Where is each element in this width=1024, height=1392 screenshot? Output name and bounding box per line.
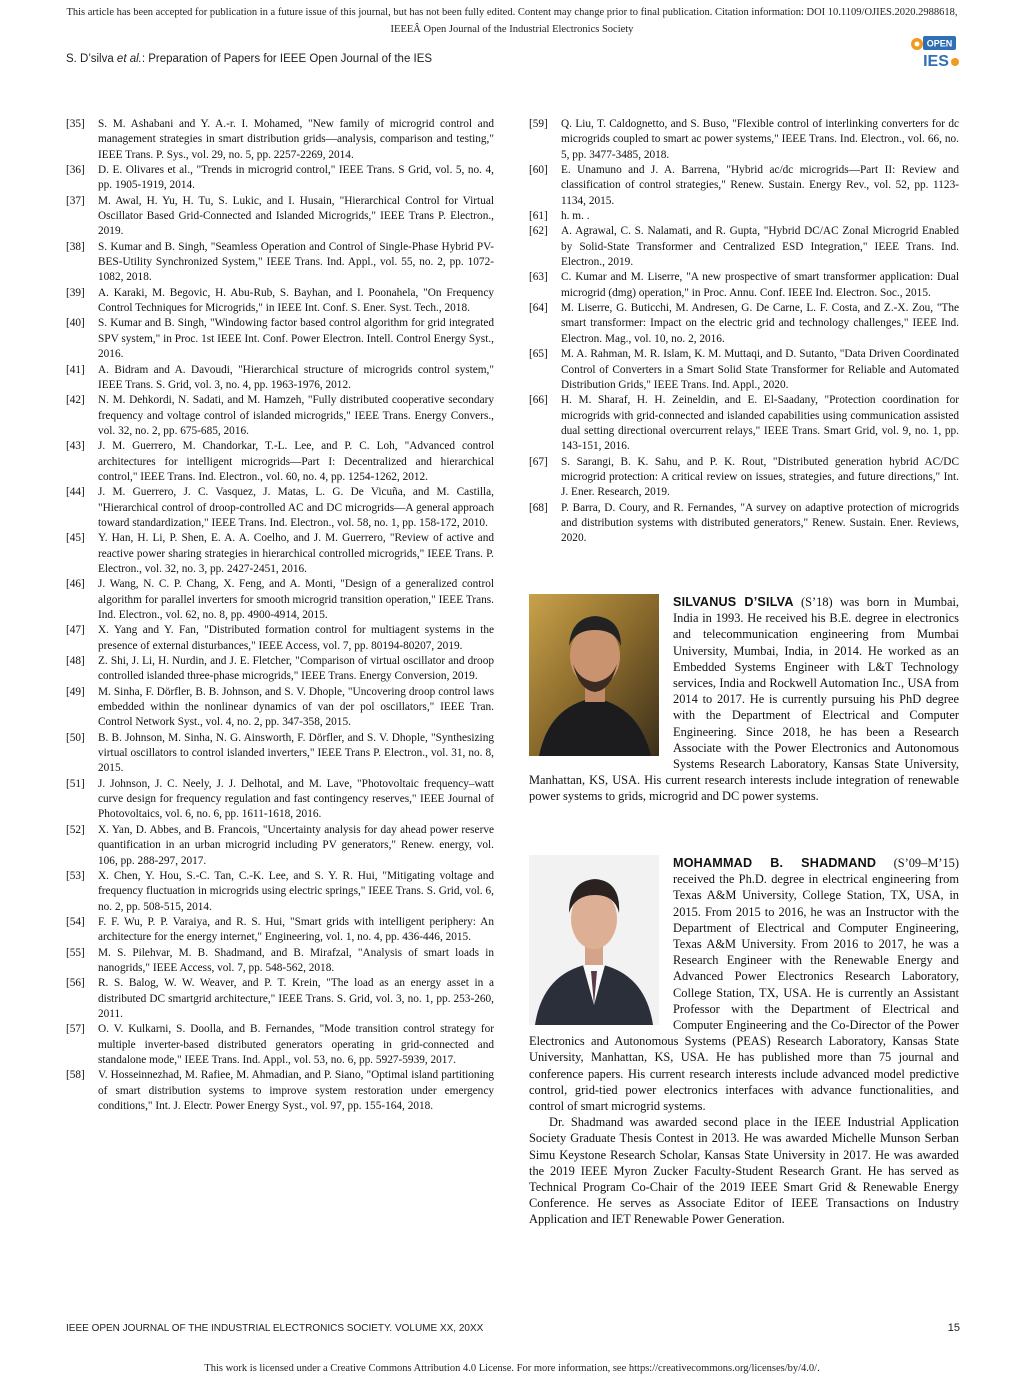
reference-number: [36] <box>66 164 85 177</box>
reference-number: [38] <box>66 240 85 253</box>
reference-text: Q. Liu, T. Caldognetto, and S. Buso, "Flexible control of interlinking converters for dc microgrids coupled to smart ac power systems," IEEE Trans. Ind. Electron., vol. 66, no. 5, pp. 3477-3485, 2018. <box>561 118 959 161</box>
reference-text: M. Liserre, G. Buticchi, M. Andresen, G. De Carne, L. F. Costa, and Z.-X. Zou, "The smart transformer: Impact on the electric grid and technology challenges," IEEE Ind. Electron. Mag., vol. 10, no. 2, 2016. <box>561 302 959 345</box>
references-left-column <box>66 117 494 1114</box>
reference-number: [39] <box>66 286 85 299</box>
reference-text: h. m. . <box>561 210 590 223</box>
reference-number: [66] <box>529 394 548 407</box>
reference-entry <box>66 731 494 777</box>
reference-entry <box>66 1022 494 1068</box>
running-head-title: : Preparation of Papers for IEEE Open Journal of the IES <box>141 53 433 65</box>
reference-text: O. V. Kulkarni, S. Doolla, and B. Fernandes, "Mode transition control strategy for multiple inverter-based distributed generators operating in grid-connected and standalone mode," IEEE Trans. Ind. Appl., vol. 53, no. 6, pp. 5927-5939, 2017. <box>98 1023 494 1066</box>
author-bio-shadmand <box>529 855 959 1228</box>
publication-notice <box>0 4 1024 38</box>
reference-number: [65] <box>529 348 548 361</box>
open-ies-logo <box>908 32 960 70</box>
reference-entry <box>66 439 494 485</box>
reference-number: [52] <box>66 823 85 836</box>
reference-entry <box>529 301 959 347</box>
logo-open-text: OPEN <box>926 38 953 49</box>
reference-entry <box>66 485 494 531</box>
reference-text: J. M. Guerrero, J. C. Vasquez, J. Matas, L. G. De Vicuña, and M. Castilla, "Hierarchical control of droop-controlled AC and DC microgrids—A general approach toward standardization," IEEE Trans. Ind. Electron., vol. 58, no. 1, pp. 158-172, 2010. <box>98 486 494 529</box>
reference-number: [45] <box>66 532 85 545</box>
author-bio-dsilva <box>529 594 959 805</box>
reference-text: A. Karaki, M. Begovic, H. Abu-Rub, S. Bayhan, and I. Poonahela, "On Frequency Control Techniques for Microgrids," in IEEE Int. Conf. S. Ener. Syst. Tech., 2018. <box>98 286 494 315</box>
reference-entry <box>66 393 494 439</box>
author-photo-shadmand <box>529 855 659 1025</box>
reference-text: J. M. Guerrero, M. Chandorkar, T.-L. Lee, and P. C. Loh, "Advanced control architectures for intelligent microgrids—Part I: Decentralized and hierarchical control," IEEE Trans. Ind. Electron., vol. 60, no. 4, pp. 1254-1262, 2012. <box>98 440 494 483</box>
page-number: 15 <box>947 1322 960 1334</box>
reference-text: S. Sarangi, B. K. Sahu, and P. K. Rout, "Distributed generation hybrid AC/DC microgrid protection: A critical review on issues, strategies, and future directions," Int. J. Ener. Research, 2019. <box>561 455 959 499</box>
reference-number: [59] <box>529 118 548 130</box>
reference-number: [46] <box>66 578 85 591</box>
reference-text: H. M. Sharaf, H. H. Zeineldin, and E. El-Saadany, "Protection coordination for microgrids with grid-connected and islanded capabilities using communication assisted dual setting directional overcurrent relays," IEEE Trans. Smart Grid, vol. 9, no. 1, pp. 143-151, 2016. <box>561 394 959 453</box>
reference-number: [49] <box>66 685 85 698</box>
reference-text: S. M. Ashabani and Y. A.-r. I. Mohamed, "New family of microgrid control and management strategies in smart distribution grids—analysis, comparison and testing," IEEE Trans. P. Sys., vol. 29, no. 5, pp. 2257-2269, 2014. <box>98 118 494 161</box>
reference-text: C. Kumar and M. Liserre, "A new prospective of smart transformer application: Dual microgrid (dmg) operation," in Proc. Annu. Conf. IEEE Ind. Electron. Soc., 2015. <box>561 271 959 299</box>
references-right-column <box>529 117 959 547</box>
reference-number: [56] <box>66 977 85 990</box>
publication-notice-line2: IEEEÂ Open Journal of the Industrial Electronics Society <box>390 24 634 35</box>
reference-entry <box>66 286 494 317</box>
reference-entry <box>529 209 959 224</box>
reference-text: J. Johnson, J. C. Neely, J. J. Delhotal, and M. Lave, "Photovoltaic frequency–watt curve design for frequency regulation and fast contingency reserves," IEEE Journal of Photovoltaics, vol. 6, no. 6, pp. 1611-1618, 2016. <box>98 777 494 821</box>
reference-text: Y. Han, H. Li, P. Shen, E. A. A. Coelho, and J. M. Guerrero, "Review of active and reactive power sharing strategies in hierarchical controlled microgrids," IEEE Trans. P. Electron., vol. 32, no. 3, pp. 2427-2451, 2016. <box>98 532 494 575</box>
reference-entry <box>66 194 494 240</box>
author-bio-awards-shadmand: Dr. Shadmand was awarded second place in the IEEE Industrial Application Society Graduate Thesis Contest in 2013. He was awarded Michelle Munson Serban Simu Keystone Research Scholar, Kansas State University in 2017. He was awarded the 2019 IEEE Myron Zucker Faculty-Student Research Grant. He has served as Technical Program Co-Chair of the 2019 IEEE Smart Grid & Renewable Energy Conference. He serves as Associate Editor of IEEE Transactions on Industry Application and IET Renewable Power Generation. <box>529 1115 959 1227</box>
reference-entry <box>529 455 959 501</box>
author-name-shadmand: MOHAMMAD B. SHADMAND <box>673 856 877 870</box>
reference-number: [42] <box>66 394 85 407</box>
reference-entry <box>529 163 959 209</box>
reference-number: [44] <box>66 486 85 499</box>
license-notice: This work is licensed under a Creative Commons Attribution 4.0 License. For more information, see https://creativecommons.org/licenses/by/4.0/. <box>204 1363 820 1374</box>
reference-text: M. Sinha, F. Dörfler, B. B. Johnson, and S. V. Dhople, "Uncovering droop control laws embedded within the nonlinear dynamics of van der pol oscillators," IEEE Tran. Control Network Syst., vol. 4, no. 2, pp. 347-358, 2015. <box>98 685 494 729</box>
reference-number: [61] <box>529 210 548 223</box>
reference-number: [63] <box>529 271 548 284</box>
reference-text: S. Kumar and B. Singh, "Seamless Operation and Control of Single-Phase Hybrid PV-BES-Utility Synchronized System," IEEE Trans. Ind. Appl., vol. 55, no. 2, pp. 1072-1082, 2018. <box>98 240 494 284</box>
reference-text: M. A. Rahman, M. R. Islam, K. M. Muttaqi, and D. Sutanto, "Data Driven Coordinated Control of Converters in a Smart Solid State Transformer for Reliable and Automated Distribution Grids," IEEE Trans. Ind. Appl., 2020. <box>561 348 959 391</box>
reference-entry <box>66 1068 494 1114</box>
author-bio-text-shadmand: (S’09–M’15) received the Ph.D. degree in electrical engineering from Texas A&M University, College Station, TX, USA, in 2015. From 2015 to 2016, he was an Instructor with the Department of Electrical and Computer Engineering, Texas A&M University. From 2016 to 2017, he was a Research Engineer with the Renewable Energy and Advanced Power Electronics Research Laboratory, College Station, TX, USA. He is currently an Assistant Professor with the Department of Electrical and Computer Engineering and the Co-Director of the Power Electronics and Autonomous Systems (PEAS) Research Laboratory, Kansas State University, Manhattan, KS, USA. He has published more than 75 journal and conference papers. His current research interests include advanced model predictive control, grid-tied power electronics interfaces with advance functionalities, and control of smart microgrid systems. <box>529 856 959 1114</box>
footer-journal: IEEE OPEN JOURNAL OF THE INDUSTRIAL ELECTRONICS SOCIETY. VOLUME XX, 20XX <box>66 1323 484 1334</box>
reference-text: N. M. Dehkordi, N. Sadati, and M. Hamzeh, "Fully distributed cooperative secondary frequency and voltage control of islanded microgrids," IEEE Trans. Energy Convers., vol. 32, no. 2, pp. 675-685, 2016. <box>98 394 494 437</box>
reference-entry <box>66 685 494 731</box>
reference-entry <box>66 623 494 654</box>
reference-number: [51] <box>66 777 85 790</box>
author-bio-text-dsilva: (S’18) was born in Mumbai, India in 1993. He received his B.E. degree in electronics and telecommunication engineering from Mumbai University, Mumbai, India, in 2014. He worked as an Embedded Systems Engineer with L&T Technology services, India and Rockwell Automation Inc., USA from 2014 to 2017. He is currently pursuing his PhD degree with the Department of Electrical and Computer Engineering. Since 2018, he has been a Research Associate with the Power Electronics and Autonomous Systems Research Laboratory, Kansas State University, Manhattan, KS, USA. His current research interests include integration of renewable power systems to grids, microgrid and DC power systems. <box>529 595 959 804</box>
reference-text: J. Wang, N. C. P. Chang, X. Feng, and A. Monti, "Design of a generalized control algorithm for parallel inverters for smooth microgrid transition operation," IEEE Trans. Ind. Electron., vol. 62, no. 8, pp. 4900-4914, 2015. <box>98 578 494 621</box>
reference-number: [60] <box>529 164 548 177</box>
reference-entry <box>529 117 959 163</box>
reference-number: [68] <box>529 501 548 514</box>
reference-text: A. Agrawal, C. S. Nalamati, and R. Gupta, "Hybrid DC/AC Zonal Microgrid Enabled by Solid-State Transformer and Centralized ESD Integration," IEEE Trans. Ind. Electron., 2019. <box>561 225 959 269</box>
reference-text: A. Bidram and A. Davoudi, "Hierarchical structure of microgrids control system," IEEE Trans. S. Grid, vol. 3, no. 4, pp. 1963-1976, 2012. <box>98 363 494 391</box>
reference-entry <box>66 915 494 946</box>
reference-number: [50] <box>66 731 85 744</box>
reference-entry <box>66 577 494 623</box>
reference-number: [62] <box>529 225 548 238</box>
reference-entry <box>529 393 959 454</box>
author-photo-dsilva <box>529 594 659 756</box>
reference-number: [37] <box>66 194 85 207</box>
logo-ies-text: IES <box>923 53 949 70</box>
publication-notice-line1: This article has been accepted for publication in a future issue of this journal, but has not been fully edited. Content may change prior to final publication. Citation information: DOI 10.1109/OJIES.2020.2988618, <box>66 7 958 18</box>
reference-number: [47] <box>66 624 85 637</box>
logo-inner-circle <box>915 42 920 47</box>
reference-entry <box>66 823 494 869</box>
reference-entry <box>66 316 494 362</box>
reference-number: [35] <box>66 118 85 130</box>
reference-entry <box>66 976 494 1022</box>
reference-entry <box>66 240 494 286</box>
reference-number: [57] <box>66 1023 85 1036</box>
reference-entry <box>529 347 959 393</box>
reference-text: E. Unamuno and J. A. Barrena, "Hybrid ac/dc microgrids—Part II: Review and classification of control strategies," Renew. Sustain. Energy Rev., vol. 52, pp. 1123-1134, 2015. <box>561 164 959 207</box>
reference-text: P. Barra, D. Coury, and R. Fernandes, "A survey on adaptive protection of microgrids and distribution systems with distributed generators," Renew. Sustain. Ener. Reviews, 2020. <box>561 501 959 545</box>
reference-text: R. S. Balog, W. W. Weaver, and P. T. Krein, "The load as an energy asset in a distributed DC smartgrid architecture," IEEE Trans. S. Grid, vol. 3, no. 1, pp. 253-260, 2011. <box>98 977 494 1020</box>
reference-text: S. Kumar and B. Singh, "Windowing factor based control algorithm for grid integrated SPV system," in Proc. 1st IEEE Int. Conf. Power Electron. Intell. Control Energy Syst., 2016. <box>98 317 494 361</box>
reference-number: [41] <box>66 363 85 376</box>
reference-entry <box>66 363 494 394</box>
reference-entry <box>66 163 494 194</box>
running-head-etal: et al. <box>116 53 142 65</box>
reference-text: Z. Shi, J. Li, H. Nurdin, and J. E. Fletcher, "Comparison of virtual oscillator and droop controlled islanded three-phase microgrids," IEEE Trans. Energy Conversion, 2019. <box>98 655 494 683</box>
reference-number: [58] <box>66 1069 85 1082</box>
reference-number: [43] <box>66 440 85 453</box>
running-head-author: S. D’silva <box>66 53 117 65</box>
reference-text: M. Awal, H. Yu, H. Tu, S. Lukic, and I. Husain, "Hierarchical Control for Virtual Oscillator Based Grid-Connected and Islanded Microgrids," IEEE Trans P. Electron., 2019. <box>98 194 494 238</box>
reference-text: V. Hosseinnezhad, M. Rafiee, M. Ahmadian, and P. Siano, "Optimal island partitioning of smart distribution systems to improve system restoration under emergency conditions," Int. J. Electr. Power Energy Syst., vol. 97, pp. 155-164, 2018. <box>98 1069 494 1112</box>
reference-entry <box>66 531 494 577</box>
author-name-dsilva: SILVANUS D’SILVA <box>673 595 794 609</box>
reference-entry <box>529 270 959 301</box>
reference-text: M. S. Pilehvar, M. B. Shadmand, and B. Mirafzal, "Analysis of smart loads in nanogrids," IEEE Access, vol. 7, pp. 548-562, 2018. <box>98 946 494 974</box>
reference-text: B. B. Johnson, M. Sinha, N. G. Ainsworth, F. Dörfler, and S. V. Dhople, "Synthesizing virtual oscillators to control islanded inverters," IEEE Trans P. Electron., vol. 31, no. 8, 2015. <box>98 731 494 775</box>
reference-entry <box>66 777 494 823</box>
reference-text: X. Yang and Y. Fan, "Distributed formation control for multiagent systems in the presence of external disturbances," IEEE Access, vol. 7, pp. 80194-80207, 2019. <box>98 624 494 652</box>
running-head <box>66 53 432 65</box>
reference-text: D. E. Olivares et al., "Trends in microgrid control," IEEE Trans. S Grid, vol. 5, no. 4, pp. 1905-1919, 2014. <box>98 164 494 192</box>
reference-number: [64] <box>529 302 548 315</box>
reference-entry <box>66 117 494 163</box>
reference-number: [53] <box>66 869 85 882</box>
reference-entry <box>66 654 494 685</box>
reference-entry <box>529 224 959 270</box>
reference-entry <box>66 946 494 977</box>
reference-text: X. Chen, Y. Hou, S.-C. Tan, C.-K. Lee, and S. Y. R. Hui, "Mitigating voltage and frequency fluctuation in microgrids using electric springs," IEEE Trans. S. Grid, vol. 6, no. 2, pp. 508-515, 2014. <box>98 869 494 913</box>
reference-text: F. F. Wu, P. P. Varaiya, and R. S. Hui, "Smart grids with intelligent periphery: An architecture for the energy internet," Engineering, vol. 1, no. 4, pp. 436-446, 2015. <box>98 915 494 944</box>
reference-number: [67] <box>529 455 548 468</box>
reference-number: [54] <box>66 915 85 928</box>
reference-number: [55] <box>66 946 85 959</box>
logo-orange-dot <box>951 58 959 66</box>
reference-number: [48] <box>66 655 85 668</box>
reference-entry <box>66 869 494 915</box>
reference-entry <box>529 501 959 547</box>
reference-number: [40] <box>66 317 85 330</box>
reference-text: X. Yan, D. Abbes, and B. Francois, "Uncertainty analysis for day ahead power reserve quantification in an urban microgrid including PV generators," Renew. energy, vol. 106, pp. 288-297, 2017. <box>98 823 494 867</box>
